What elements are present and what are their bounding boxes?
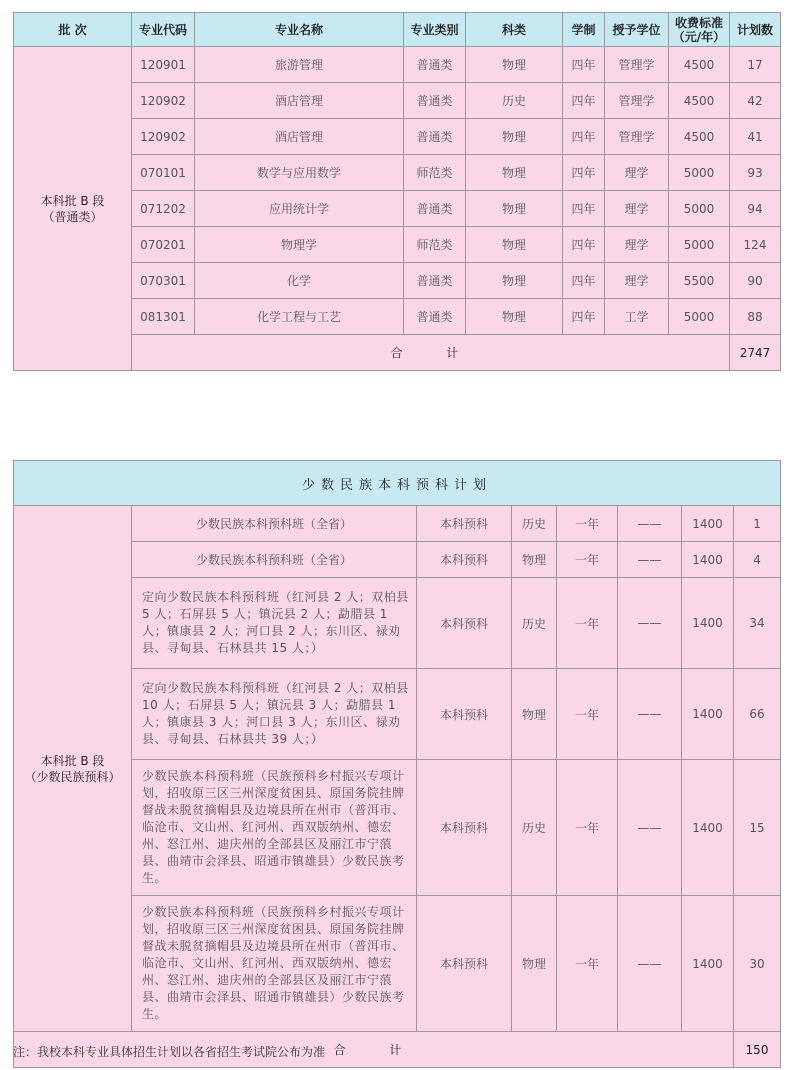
cell-subject: 物理 — [512, 896, 557, 1032]
cell-degree: 管理学 — [605, 83, 669, 119]
header-plan-count: 计划数 — [730, 13, 781, 47]
cell-fee: 4500 — [669, 47, 730, 83]
total-value: 150 — [734, 1032, 781, 1068]
cell-fee: 1400 — [682, 896, 734, 1032]
cell-major-name: 旅游管理 — [195, 47, 404, 83]
cell-fee: 1400 — [682, 542, 734, 578]
cell-degree: —— — [618, 760, 682, 896]
cell-plan-count: 94 — [730, 191, 781, 227]
cell-major-type: 普通类 — [404, 47, 466, 83]
header-duration: 学制 — [563, 13, 605, 47]
cell-plan-count: 41 — [730, 119, 781, 155]
cell-fee: 4500 — [669, 83, 730, 119]
cell-duration: 四年 — [563, 119, 605, 155]
cell-major-code: 070101 — [132, 155, 195, 191]
table-title-row — [14, 461, 781, 506]
cell-fee: 5000 — [669, 191, 730, 227]
cell-major-type: 普通类 — [404, 119, 466, 155]
cell-subject: 物理 — [512, 669, 557, 760]
footnote: 注：我校本科专业具体招生计划以各省招生考试院公布为准 — [13, 1045, 326, 1059]
cell-program-description: 少数民族本科预科班（民族预科乡村振兴专项计划，招收原三区三州深度贫困县、原国务院挂牌督战未脱贫摘帽县及边境县所在州市（普洱市、临沧市、文山州、红河州、西双版纳州、德宏州、怒江州、迪庆州的全部县区及丽江市宁蒗县、曲靖市会泽县、昭通市镇雄县）少数民族考生。 — [132, 896, 417, 1032]
cell-program-type: 本科预科 — [417, 896, 512, 1032]
cell-fee: 5000 — [669, 299, 730, 335]
cell-duration: 一年 — [557, 578, 618, 669]
cell-major-name: 酒店管理 — [195, 83, 404, 119]
cell-degree: 理学 — [605, 263, 669, 299]
cell-plan-count: 1 — [734, 506, 781, 542]
cell-duration: 一年 — [557, 896, 618, 1032]
cell-program-type: 本科预科 — [417, 578, 512, 669]
cell-duration: 四年 — [563, 47, 605, 83]
table-title: 少数民族本科预科计划 — [14, 461, 781, 506]
cell-major-code: 120902 — [132, 119, 195, 155]
cell-major-name: 酒店管理 — [195, 119, 404, 155]
cell-plan-count: 88 — [730, 299, 781, 335]
cell-major-code: 070301 — [132, 263, 195, 299]
cell-degree: —— — [618, 542, 682, 578]
cell-fee: 5000 — [669, 227, 730, 263]
cell-subject: 物理 — [466, 119, 563, 155]
cell-duration: 一年 — [557, 542, 618, 578]
cell-fee: 1400 — [682, 669, 734, 760]
cell-subject: 物理 — [466, 47, 563, 83]
cell-subject: 历史 — [512, 506, 557, 542]
cell-degree: —— — [618, 669, 682, 760]
cell-duration: 四年 — [563, 227, 605, 263]
cell-program-description: 少数民族本科预科班（民族预科乡村振兴专项计划，招收原三区三州深度贫困县、原国务院挂牌督战未脱贫摘帽县及边境县所在州市（普洱市、临沧市、文山州、红河州、西双版纳州、德宏州、怒江州、迪庆州的全部县区及丽江市宁蒗县、曲靖市会泽县、昭通市镇雄县）少数民族考生。 — [132, 760, 417, 896]
cell-major-type: 普通类 — [404, 263, 466, 299]
cell-major-type: 师范类 — [404, 227, 466, 263]
cell-major-name: 化学工程与工艺 — [195, 299, 404, 335]
cell-fee: 1400 — [682, 760, 734, 896]
cell-degree: —— — [618, 578, 682, 669]
cell-duration: 四年 — [563, 155, 605, 191]
table-row — [14, 47, 781, 83]
cell-plan-count: 66 — [734, 669, 781, 760]
cell-program-type: 本科预科 — [417, 542, 512, 578]
cell-duration: 一年 — [557, 669, 618, 760]
cell-duration: 一年 — [557, 760, 618, 896]
cell-degree: —— — [618, 506, 682, 542]
cell-fee: 5500 — [669, 263, 730, 299]
total-label: 合 计 — [14, 1032, 734, 1068]
cell-degree: 理学 — [605, 191, 669, 227]
cell-program-description: 定向少数民族本科预科班（红河县 2 人；双柏县 5 人；石屏县 5 人；镇沅县 2 人；勐腊县 1 人；镇康县 2 人；河口县 2 人；东川区、禄劝县、寻甸县、石林县共 15 人；） — [132, 578, 417, 669]
cell-fee: 5000 — [669, 155, 730, 191]
cell-program-type: 本科预科 — [417, 506, 512, 542]
header-major-name: 专业名称 — [195, 13, 404, 47]
header-major-code: 专业代码 — [132, 13, 195, 47]
cell-plan-count: 42 — [730, 83, 781, 119]
table-row — [14, 506, 781, 542]
cell-plan-count: 4 — [734, 542, 781, 578]
cell-plan-count: 90 — [730, 263, 781, 299]
batch-label: 本科批 B 段 （少数民族预科） — [14, 506, 132, 1032]
cell-major-type: 普通类 — [404, 83, 466, 119]
enrollment-table-regular — [13, 12, 781, 371]
header-subject: 科类 — [466, 13, 563, 47]
cell-major-code: 081301 — [132, 299, 195, 335]
cell-subject: 物理 — [466, 191, 563, 227]
table-header-row — [14, 13, 781, 47]
cell-program-description: 少数民族本科预科班（全省） — [132, 506, 417, 542]
cell-plan-count: 15 — [734, 760, 781, 896]
cell-subject: 物理 — [466, 155, 563, 191]
cell-duration: 四年 — [563, 83, 605, 119]
cell-duration: 四年 — [563, 263, 605, 299]
cell-major-name: 物理学 — [195, 227, 404, 263]
total-value: 2747 — [730, 335, 781, 371]
cell-program-description: 定向少数民族本科预科班（红河县 2 人；双柏县 10 人；石屏县 5 人；镇沅县 3 人；勐腊县 1 人；镇康县 3 人；河口县 3 人；东川区、禄劝县、寻甸县、石林县共 39 人；） — [132, 669, 417, 760]
cell-plan-count: 93 — [730, 155, 781, 191]
cell-subject: 物理 — [512, 542, 557, 578]
batch-label: 本科批 B 段 （普通类） — [14, 47, 132, 371]
cell-degree: 理学 — [605, 227, 669, 263]
total-label: 合 计 — [132, 335, 730, 371]
cell-degree: 工学 — [605, 299, 669, 335]
cell-degree: 管理学 — [605, 119, 669, 155]
cell-program-type: 本科预科 — [417, 760, 512, 896]
cell-fee: 1400 — [682, 506, 734, 542]
cell-degree: 管理学 — [605, 47, 669, 83]
cell-subject: 历史 — [466, 83, 563, 119]
cell-duration: 一年 — [557, 506, 618, 542]
header-batch: 批 次 — [14, 13, 132, 47]
cell-major-code: 071202 — [132, 191, 195, 227]
cell-plan-count: 124 — [730, 227, 781, 263]
cell-program-description: 少数民族本科预科班（全省） — [132, 542, 417, 578]
header-fee: 收费标准 （元/年） — [669, 13, 730, 47]
cell-major-type: 普通类 — [404, 191, 466, 227]
cell-major-name: 数学与应用数学 — [195, 155, 404, 191]
cell-major-type: 普通类 — [404, 299, 466, 335]
header-degree: 授予学位 — [605, 13, 669, 47]
cell-degree: —— — [618, 896, 682, 1032]
cell-subject: 物理 — [466, 299, 563, 335]
enrollment-table-minority — [13, 460, 781, 1068]
cell-major-type: 师范类 — [404, 155, 466, 191]
cell-fee: 4500 — [669, 119, 730, 155]
cell-major-code: 070201 — [132, 227, 195, 263]
cell-duration: 四年 — [563, 299, 605, 335]
cell-subject: 物理 — [466, 263, 563, 299]
cell-major-name: 化学 — [195, 263, 404, 299]
cell-program-type: 本科预科 — [417, 669, 512, 760]
cell-subject: 历史 — [512, 578, 557, 669]
cell-plan-count: 34 — [734, 578, 781, 669]
cell-major-name: 应用统计学 — [195, 191, 404, 227]
cell-fee: 1400 — [682, 578, 734, 669]
cell-subject: 物理 — [466, 227, 563, 263]
cell-plan-count: 17 — [730, 47, 781, 83]
cell-subject: 历史 — [512, 760, 557, 896]
header-major-type: 专业类别 — [404, 13, 466, 47]
cell-plan-count: 30 — [734, 896, 781, 1032]
cell-major-code: 120901 — [132, 47, 195, 83]
cell-degree: 理学 — [605, 155, 669, 191]
cell-duration: 四年 — [563, 191, 605, 227]
cell-major-code: 120902 — [132, 83, 195, 119]
